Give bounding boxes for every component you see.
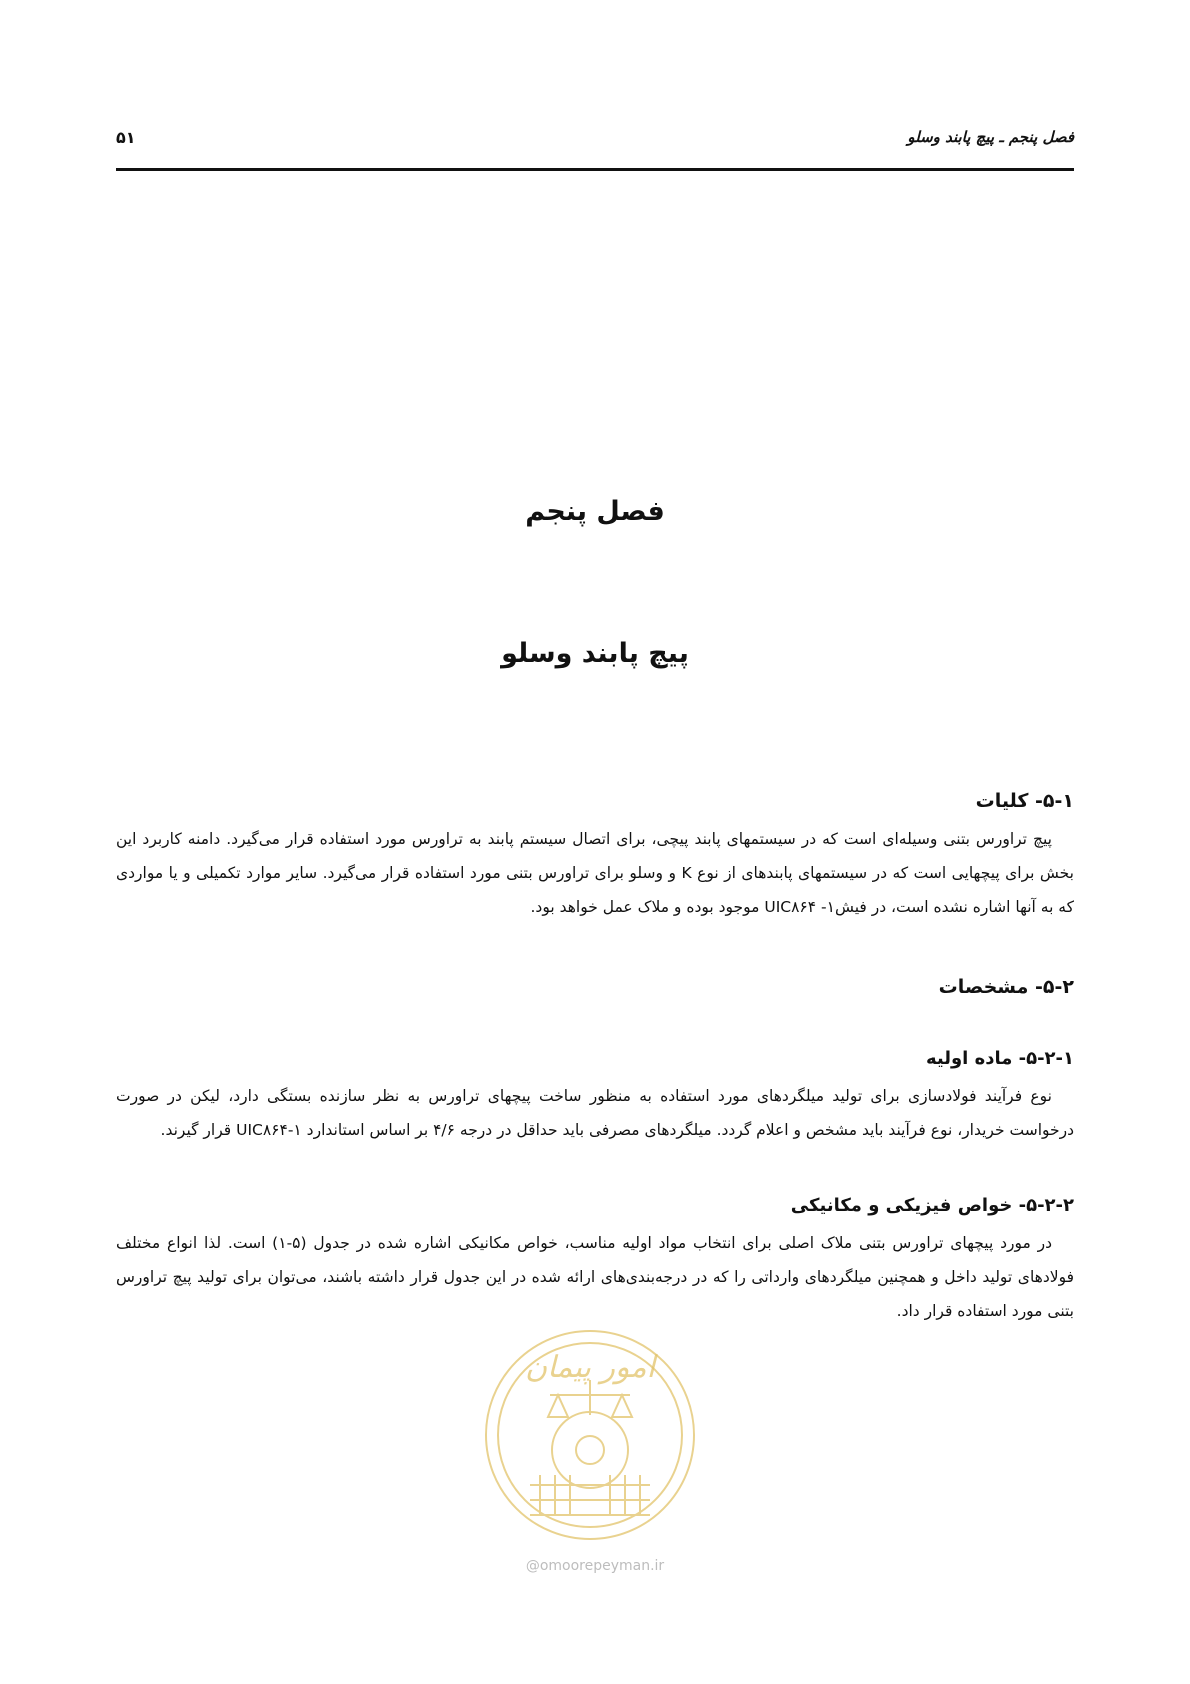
subsection-heading: ۵-۲-۱- ماده اولیه <box>925 1048 1074 1069</box>
chapter-title: پیچ پابند وسلو <box>501 638 689 669</box>
section-heading: ۵-۲- مشخصات <box>938 976 1074 998</box>
body-paragraph: در مورد پیچهای تراورس بتنی ملاک اصلی برای انتخاب مواد اولیه مناسب، خواص مکانیکی اشاره شده در جدول (۵-۱) است. لذا انواع مختلف فولادهای تولید داخل و همچنین میلگردهای وارداتی را که در درجه‌بندی‌های ارائه شده در این جدول قرار داشته باشند، می‌توان برای تولید پیچ تراورس بتنی مورد استفاده قرار داد. <box>116 1234 1074 1320</box>
header-divider <box>116 168 1074 171</box>
running-header <box>116 128 1074 158</box>
page-number: ۵۱ <box>116 128 136 147</box>
body-paragraph: پیچ تراورس بتنی وسیله‌ای است که در سیستمهای پابند پیچی، برای اتصال سیستم پابند به تراورس مورد استفاده قرار می‌گیرد. دامنه کاربرد این بخش برای پیچهایی است که در سیستمهای پابندهای از نوع K و وسلو برای تراورس بتنی مورد استفاده قرار می‌گیرد. سایر موارد تکمیلی و یا مواردی که به آنها اشاره نشده است، در فیش۱- UIC۸۶۴ موجود بوده و ملاک عمل خواهد بود. <box>116 830 1074 916</box>
chapter-label: فصل پنجم <box>525 496 665 527</box>
section-heading: ۵-۱- کلیات <box>975 790 1074 812</box>
watermark-logo-icon <box>480 1325 700 1545</box>
running-header-title: فصل پنجم ـ پیچ پابند وسلو <box>907 128 1074 146</box>
subsection-heading: ۵-۲-۲- خواص فیزیکی و مکانیکی <box>790 1195 1074 1216</box>
watermark-site: @omoorepeyman.ir <box>525 1558 665 1574</box>
body-paragraph: نوع فرآیند فولادسازی برای تولید میلگردهای مورد استفاده به منظور ساخت پیچهای تراورس به نظر سازنده بستگی دارد، لیکن در صورت درخواست خریدار، نوع فرآیند باید مشخص و اعلام گردد. میلگردهای مصرفی باید حداقل در درجه ۴/۶ بر اساس استاندارد UIC۸۶۴-۱ قرار گیرند. <box>116 1087 1074 1139</box>
watermark-logo-text: امور پیمان <box>525 1350 655 1385</box>
document-body <box>116 790 1074 1328</box>
